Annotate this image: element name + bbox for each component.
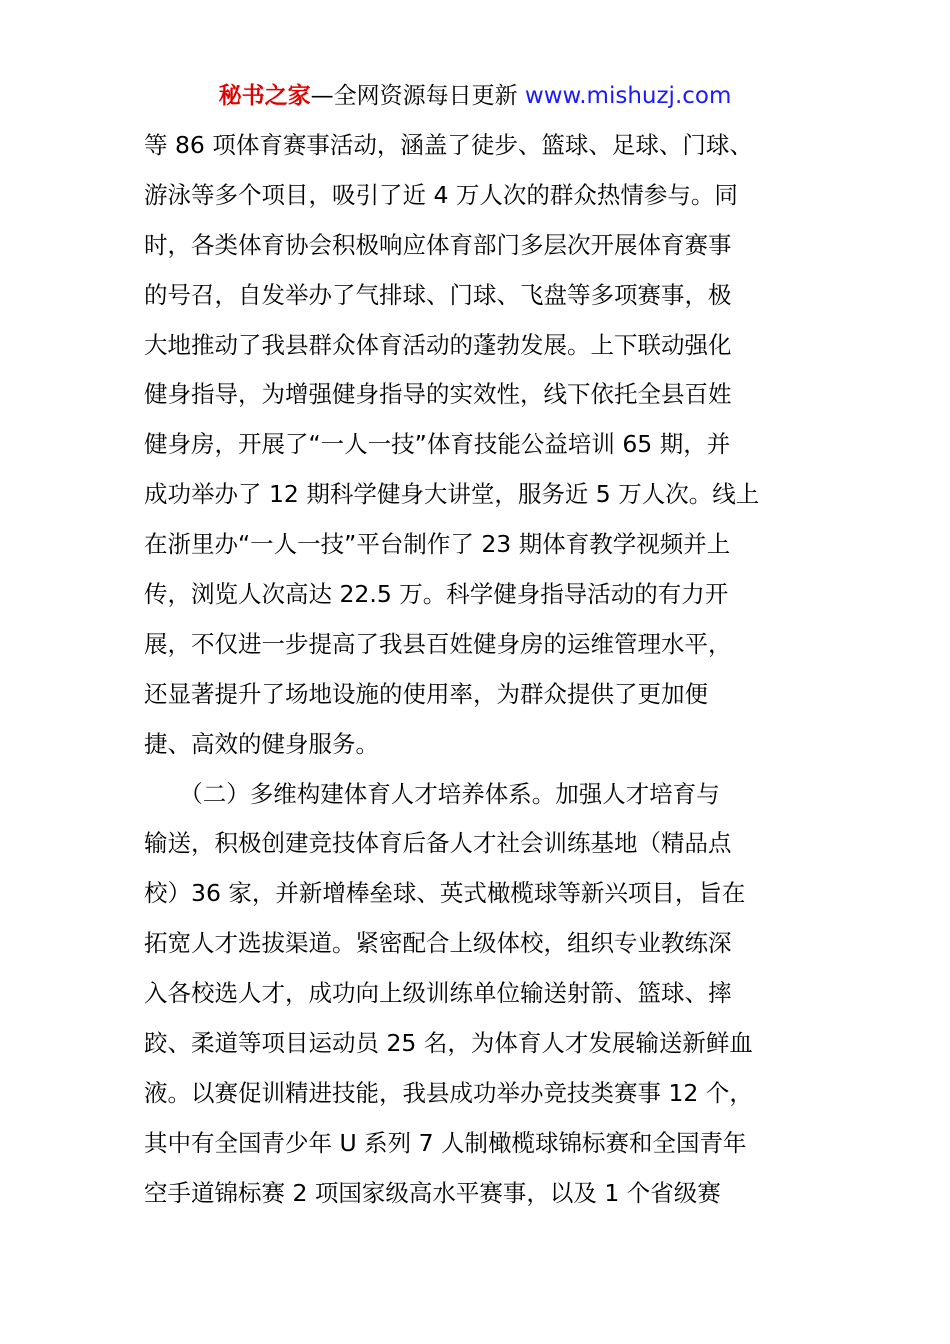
text-line: 的号召，自发举办了气排球、门球、飞盘等多项赛事，极 [144, 280, 732, 309]
text-line: 其中有全国青少年 U 系列 7 人制橄榄球锦标赛和全国青年 [144, 1128, 747, 1157]
text-line: 展，不仅进一步提高了我县百姓健身房的运维管理水平， [144, 629, 732, 658]
text-line: 捷、高效的健身服务。 [144, 729, 379, 758]
text-line: 健身房，开展了“一人一技”体育技能公益培训 65 期，并 [144, 430, 731, 459]
text-line: 校）36 家，并新增棒垒球、英式橄榄球等新兴项目，旨在 [144, 879, 746, 908]
text-line: 还显著提升了场地设施的使用率，为群众提供了更加便 [144, 679, 708, 708]
text-line: 输送，积极创建竞技体育后备人才社会训练基地（精品点 [144, 829, 732, 858]
text-line: 健身指导，为增强健身指导的实效性，线下依托全县百姓 [144, 380, 732, 409]
site-url[interactable]: www.mishuzj.com [524, 83, 732, 109]
text-line: 在浙里办“一人一技”平台制作了 23 期体育教学视频并上 [144, 530, 731, 559]
text-line: 液。以赛促训精进技能，我县成功举办竞技类赛事 12 个， [144, 1078, 753, 1107]
text-line: 跤、柔道等项目运动员 25 名，为体育人才发展输送新鲜血 [144, 1029, 753, 1058]
text-line: 游泳等多个项目，吸引了近 4 万人次的群众热情参与。同 [144, 180, 738, 209]
text-line: 空手道锦标赛 2 项国家级高水平赛事，以及 1 个省级赛 [144, 1178, 721, 1207]
text-line: 入各校选人才，成功向上级训练单位输送射箭、篮球、摔 [144, 979, 732, 1008]
site-header [0, 80, 950, 112]
header-tagline: —全网资源每日更新 [310, 83, 525, 109]
brand-name: 秘书之家 [218, 83, 311, 109]
text-line: 时，各类体育协会积极响应体育部门多层次开展体育赛事 [144, 230, 732, 259]
document-body [144, 121, 814, 1219]
text-line: 大地推动了我县群众体育活动的蓬勃发展。上下联动强化 [144, 330, 732, 359]
text-line: 拓宽人才选拔渠道。紧密配合上级体校，组织专业教练深 [144, 929, 732, 958]
text-line: 等 86 项体育赛事活动，涵盖了徒步、篮球、足球、门球、 [144, 131, 753, 159]
text-line: 传，浏览人次高达 22.5 万。科学健身指导活动的有力开 [144, 580, 729, 609]
text-line: 成功举办了 12 期科学健身大讲堂，服务近 5 万人次。线上 [144, 480, 760, 509]
section-heading-line: （二）多维构建体育人才培养体系。加强人才培育与 [144, 779, 720, 808]
